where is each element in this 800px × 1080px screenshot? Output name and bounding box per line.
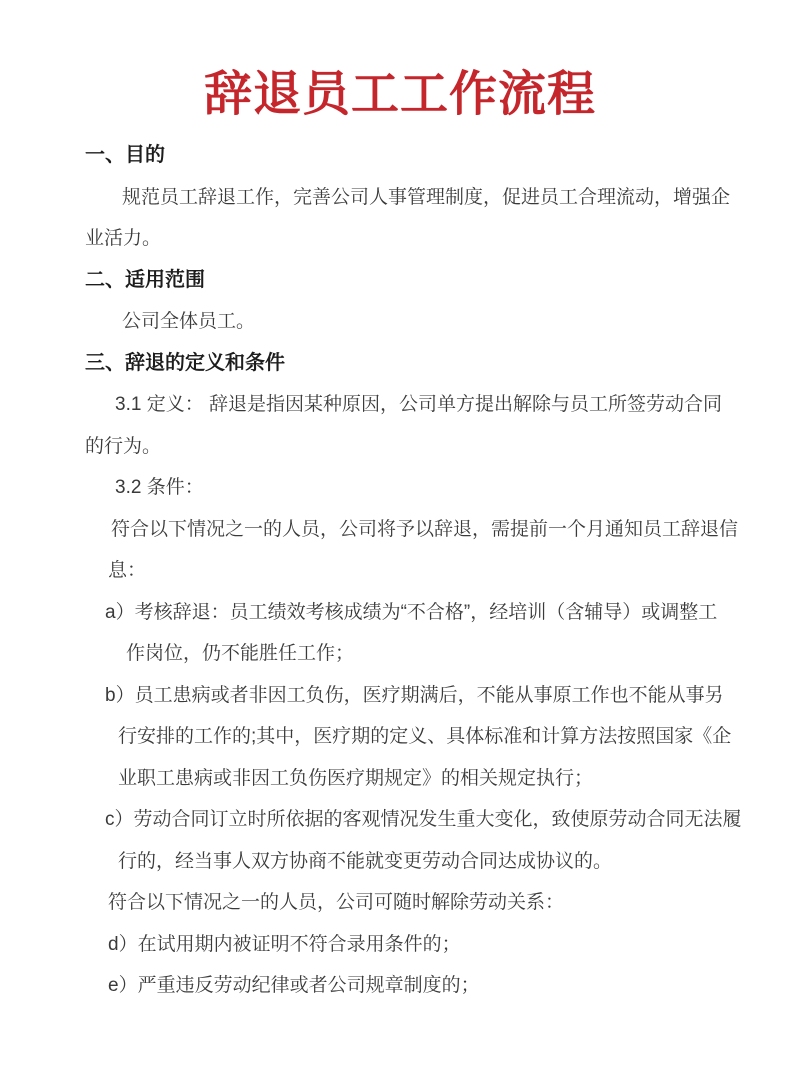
condition-item-b-line-3: 业职工患病或非因工负伤医疗期规定》的相关规定执行；	[118, 767, 594, 789]
condition-item-d-line: d）在试用期内被证明不符合录用条件的；	[108, 933, 461, 955]
condition-item-c-line-1: c）劳动合同订立时所依据的客观情况发生重大变化，致使原劳动合同无法履	[105, 809, 742, 830]
document-title: 辞退员工工作流程	[203, 68, 596, 121]
immediate-termination-intro-line: 符合以下情况之一的人员，公司可随时解除劳动关系：	[108, 892, 565, 913]
conditions-label-line: 3.2 条件：	[115, 477, 204, 498]
scope-text-line: 公司全体员工。	[122, 311, 256, 332]
condition-item-e-line: e）严重违反劳动纪律或者公司规章制度的；	[108, 975, 480, 996]
notice-text-line-2: 息：	[108, 560, 147, 581]
section-heading-definition-conditions: 三、辞退的定义和条件	[85, 351, 285, 374]
document-body	[0, 135, 800, 1007]
purpose-text-line-2: 业活力。	[85, 228, 162, 249]
condition-item-a-line-2: 作岗位，仍不能胜任工作；	[126, 643, 355, 664]
definition-text-line-1: 3.1 定义： 辞退是指因某种原因，公司单方提出解除与员工所签劳动合同	[115, 394, 722, 415]
condition-item-a-line-1: a）考核辞退：员工绩效考核成绩为“不合格”，经培训（含辅导）或调整工	[105, 601, 718, 623]
section-heading-purpose: 一、目的	[85, 144, 165, 166]
purpose-text-line-1: 规范员工辞退工作，完善公司人事管理制度，促进员工合理流动，增强企	[122, 186, 731, 208]
definition-text-line-2: 的行为。	[85, 435, 162, 457]
condition-item-b-line-2: 行安排的工作的;其中，医疗期的定义、具体标准和计算方法按照国家《企	[118, 726, 732, 747]
condition-item-b-line-1: b）员工患病或者非因工负伤，医疗期满后，不能从事原工作也不能从事另	[105, 684, 724, 706]
condition-item-c-line-2: 行的，经当事人双方协商不能就变更劳动合同达成协议的。	[118, 850, 613, 872]
section-heading-scope: 二、适用范围	[85, 268, 205, 291]
notice-text-line-1: 符合以下情况之一的人员，公司将予以辞退，需提前一个月通知员工辞退信	[111, 518, 739, 540]
